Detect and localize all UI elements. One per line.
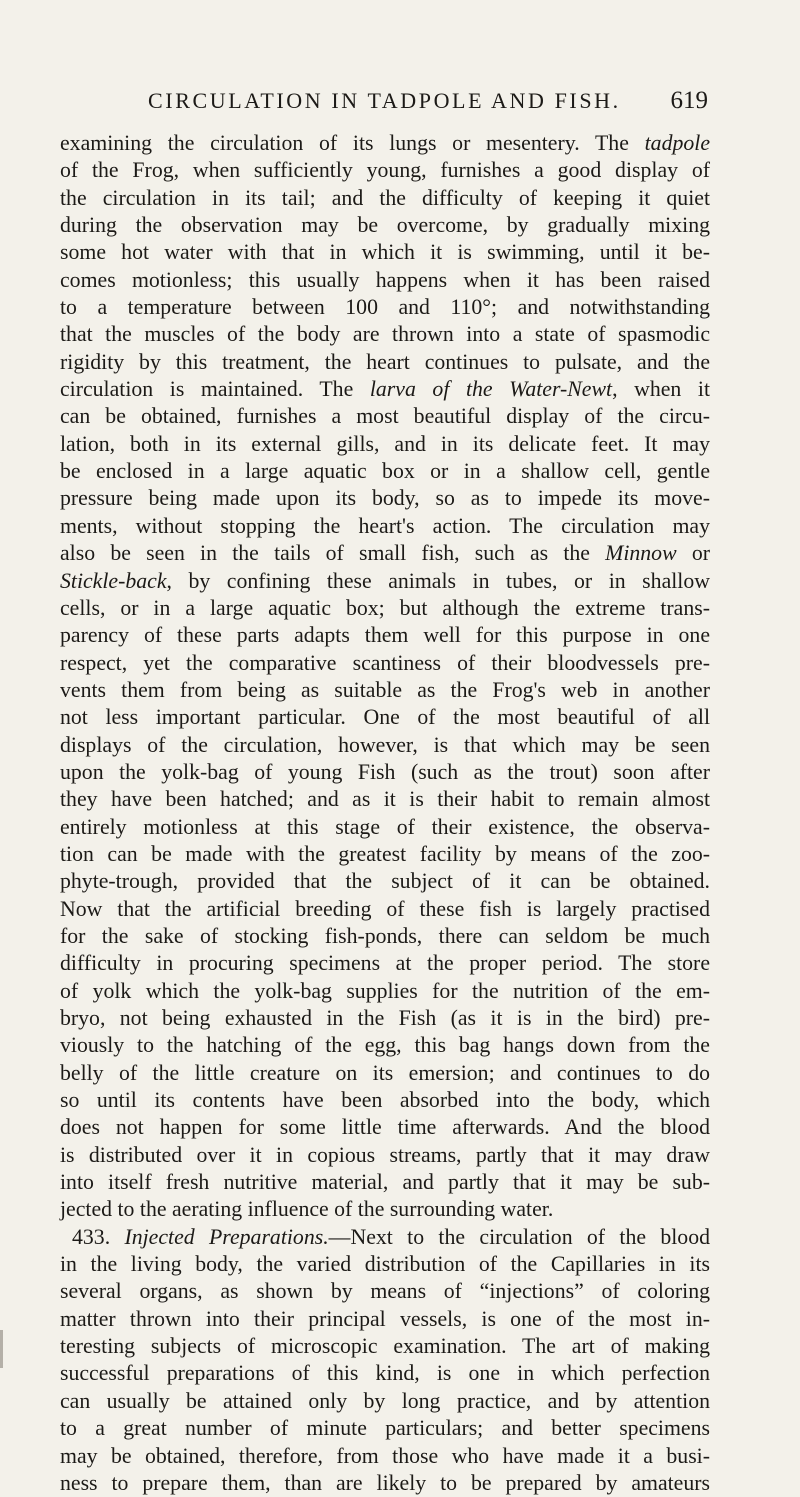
text-line <box>60 896 710 923</box>
text-span: tion can be made with the greatest facility by means of the zoo- <box>60 841 710 866</box>
text-span: successful preparations of this kind, is one in which perfection <box>60 1361 710 1386</box>
text-span: respect, yet the comparative scantiness of their bloodvessels pre- <box>60 650 710 675</box>
text-line <box>60 431 710 458</box>
text-span: , by confining these animals in tubes, or in shallow <box>166 568 710 593</box>
text-span: parency of these parts adapts them well for this purpose in one <box>60 623 710 648</box>
text-line <box>60 759 710 786</box>
text-line <box>60 1333 710 1360</box>
text-line <box>60 485 710 512</box>
text-span: pressure being made upon its body, so as to impede its move- <box>60 486 710 511</box>
text-line <box>60 814 710 841</box>
text-span: of yolk which the yolk-bag supplies for the nutrition of the em- <box>60 978 710 1003</box>
text-line <box>60 1196 710 1223</box>
text-line <box>60 704 710 731</box>
text-span: can be obtained, furnishes a most beautiful display of the circu- <box>60 404 710 429</box>
text-line <box>60 868 710 895</box>
text-line <box>60 950 710 977</box>
text-line <box>60 1032 710 1059</box>
text-line <box>60 376 710 403</box>
italic-text-span: Injected Preparations. <box>124 1224 329 1249</box>
text-line <box>60 1278 710 1305</box>
text-line <box>60 321 710 348</box>
text-span: the circulation in its tail; and the difficulty of keeping it quiet <box>60 185 710 210</box>
text-line <box>60 1224 710 1251</box>
text-span: be enclosed in a large aquatic box or in a shallow cell, gentle <box>60 459 710 484</box>
text-line <box>60 1360 710 1387</box>
text-line <box>60 1087 710 1114</box>
text-line <box>60 786 710 813</box>
text-span: phyte-trough, provided that the subject of it can be obtained. <box>60 869 710 894</box>
text-span: displays of the circulation, however, is that which may be seen <box>60 732 710 757</box>
text-span: several organs, as shown by means of “injections” of coloring <box>60 1279 710 1304</box>
italic-text-span: Minnow <box>605 541 677 566</box>
text-span: does not happen for some little time afterwards. And the blood <box>60 1115 710 1140</box>
text-span: cells, or in a large aquatic box; but although the extreme trans- <box>60 595 710 620</box>
page-edge-mark <box>0 1330 3 1368</box>
text-line <box>60 458 710 485</box>
text-line <box>60 1415 710 1442</box>
body-text <box>60 130 710 1497</box>
text-span: viously to the hatching of the egg, this bag hangs down from the <box>60 1033 710 1058</box>
text-span: of the Frog, when sufficiently young, furnishes a good display of <box>60 158 710 183</box>
text-line <box>60 1169 710 1196</box>
text-line <box>60 595 710 622</box>
text-span: rigidity by this treatment, the heart continues to pulsate, and the <box>60 349 710 374</box>
text-span: so until its contents have been absorbed into the body, which <box>60 1088 710 1113</box>
running-head <box>148 86 708 116</box>
text-line <box>60 1306 710 1333</box>
text-span: they have been hatched; and as it is their habit to remain almost <box>60 787 710 812</box>
italic-text-span: larva of the Water-Newt <box>369 377 613 402</box>
text-span: not less important particular. One of the most beautiful of all <box>60 705 710 730</box>
page-number: 619 <box>670 87 708 114</box>
text-line <box>60 841 710 868</box>
text-span: vents them from being as suitable as the Frog's web in another <box>60 677 710 702</box>
text-span: , when it <box>612 377 711 402</box>
text-span: comes motionless; this usually happens when it has been raised <box>60 267 710 292</box>
text-line <box>60 650 710 677</box>
text-span: entirely motionless at this stage of their existence, the observa- <box>60 814 710 839</box>
text-line <box>60 267 710 294</box>
text-span: or <box>676 541 710 566</box>
text-span: lation, both in its external gills, and in its delicate feet. It may <box>60 431 710 456</box>
text-span: matter thrown into their principal vessels, is one of the most in- <box>60 1306 710 1331</box>
text-span: teresting subjects of microscopic examination. The art of making <box>60 1334 710 1359</box>
text-line <box>60 185 710 212</box>
running-title: CIRCULATION IN TADPOLE AND FISH. <box>148 88 621 113</box>
text-span: that the muscles of the body are thrown into a state of spasmodic <box>60 322 710 347</box>
text-line <box>60 349 710 376</box>
text-span: also be seen in the tails of small fish, such as the <box>60 541 606 566</box>
text-line <box>60 403 710 430</box>
text-span: Now that the artificial breeding of these fish is largely practised <box>60 896 710 921</box>
text-line <box>60 1443 710 1470</box>
italic-text-span: Stickle-back <box>60 568 167 593</box>
text-span: may be obtained, therefore, from those who have made it a busi- <box>60 1443 710 1468</box>
text-span: circulation is maintained. The <box>60 377 370 402</box>
text-line <box>60 1114 710 1141</box>
text-span: ness to prepare them, than are likely to be prepared by amateurs <box>60 1470 710 1495</box>
text-span: examining the circulation of its lungs or mesentery. The <box>60 131 645 155</box>
text-span: for the sake of stocking fish-ponds, there can seldom be much <box>60 923 710 948</box>
text-line <box>60 677 710 704</box>
text-line <box>60 1251 710 1278</box>
text-span: in the living body, the varied distribution of the Capillaries in its <box>60 1252 710 1277</box>
text-line <box>60 513 710 540</box>
text-span: during the observation may be overcome, by gradually mixing <box>60 213 710 238</box>
text-line <box>60 540 710 567</box>
text-line <box>60 1060 710 1087</box>
text-line <box>60 1142 710 1169</box>
text-span: to a temperature between 100 and 110°; and notwithstanding <box>60 295 710 320</box>
text-span: jected to the aerating influence of the surrounding water. <box>60 1197 554 1222</box>
text-span: difficulty in procuring specimens at the proper period. The store <box>60 951 710 976</box>
text-line <box>60 622 710 649</box>
text-line <box>60 130 710 157</box>
italic-text-span: tadpole <box>644 131 710 155</box>
text-line <box>60 978 710 1005</box>
text-line <box>60 1388 710 1415</box>
text-span: some hot water with that in which it is swimming, until it be- <box>60 240 710 265</box>
text-span: 433. <box>72 1224 125 1249</box>
text-span: to a great number of minute particulars; and better specimens <box>60 1416 710 1441</box>
text-line <box>60 294 710 321</box>
text-line <box>60 157 710 184</box>
text-line <box>60 239 710 266</box>
text-line <box>60 568 710 595</box>
text-span: upon the yolk-bag of young Fish (such as the trout) soon after <box>60 759 710 784</box>
text-span: —Next to the circulation of the blood <box>328 1224 710 1249</box>
text-line <box>60 1470 710 1497</box>
text-line <box>60 732 710 759</box>
text-span: is distributed over it in copious streams, partly that it may draw <box>60 1142 710 1167</box>
text-line <box>60 212 710 239</box>
text-span: ments, without stopping the heart's action. The circulation may <box>60 513 710 538</box>
text-span: can usually be attained only by long practice, and by attention <box>60 1388 710 1413</box>
text-line <box>60 923 710 950</box>
text-span: belly of the little creature on its emersion; and continues to do <box>60 1060 710 1085</box>
text-span: into itself fresh nutritive material, and partly that it may be sub- <box>60 1170 710 1195</box>
text-span: bryo, not being exhausted in the Fish (as it is in the bird) pre- <box>60 1006 710 1030</box>
text-line <box>60 1005 710 1032</box>
